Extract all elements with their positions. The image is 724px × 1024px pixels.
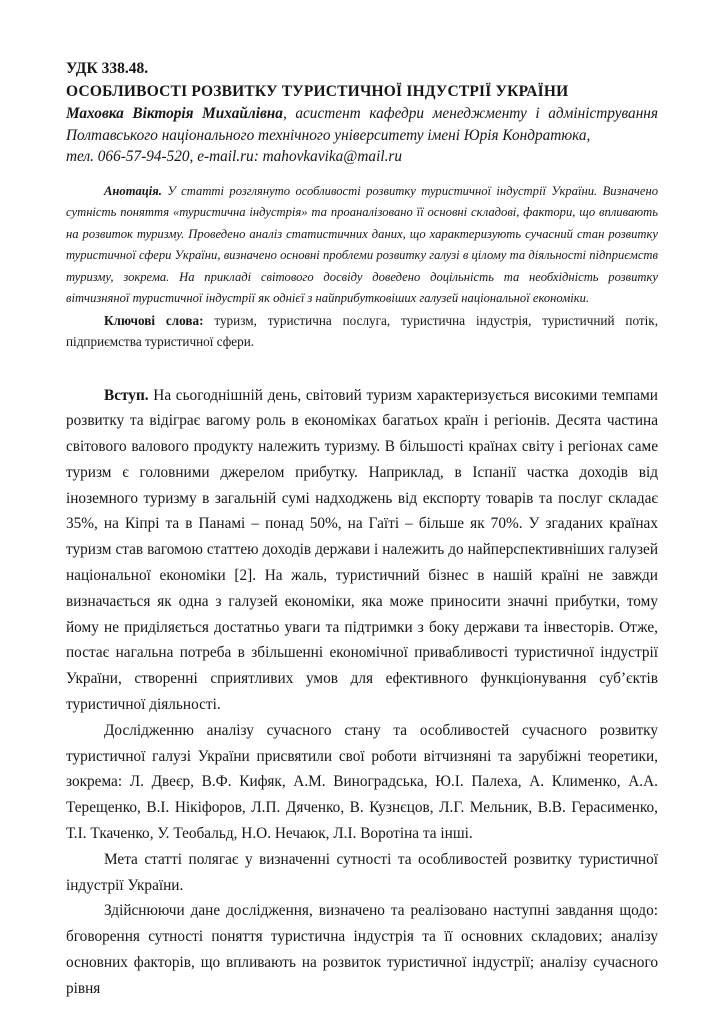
author-affiliation: , асистент кафедри менеджменту і адміністрування Полтавського національного технічного університету імені Юрія Кондратюка, [66, 105, 658, 144]
intro-lead-word: Вступ. [104, 386, 149, 404]
literature-review-paragraph: Дослідженню аналізу сучасного стану та особливостей сучасного розвитку туристичної галузі України присвятили свої роботи вітчизняні та зарубіжні теоретики, зокрема: Л. Двеєр, В.Ф. Кифяк, А.М. Виноградська, Ю.І. Палеха, А. Клименко, А.А. Терещенко, В.І. Нікіфоров, Л.П. Дяченко, В. Кузнєцов, Л.Г. Мельник, В.В. Герасименко, Т.І. Ткаченко, У. Теобальд, Н.О. Нечаюк, Л.І. Воротіна та інші. [66, 721, 658, 843]
tasks-paragraph: Здійснюючи дане дослідження, визначено та реалізовано наступні завдання щодо: бговорення сутності поняття туристична індустрія та її основних складових; аналізу основних факторів, що впливають на розвиток туристичної індустрії; аналізу сучасного рівня [66, 902, 658, 997]
keywords-label: Ключові слова: [104, 312, 204, 328]
abstract-paragraph [66, 181, 658, 310]
keywords-text: туризм, туристична послуга, туристична індустрія, туристичний потік, підприємства туристичної сфери. [66, 312, 658, 349]
intro-text: На сьогоднішній день, світовий туризм характеризується високими темпами розвитку та відіграє вагому роль в економіках багатьох країн і регіонів. Десята частина світового валового продукту належить туризму. В більшості країнах світу і регіонах саме туризм є головними джерелом прибутку. Наприклад, в Іспанії частка доходів від іноземного туризму в загальній сумі надходжень від експорту товарів та послуг складає 35%, на Кіпрі та в Панамі – понад 50%, на Гаїті – більше як 70%. У згаданих країнах туризм став вагомою статтею доходів держави і належить до найперспективніших галузей національної економіки [2]. На жаль, туристичний бізнес в нашій країні не завжди визначається як одна з галузей економіки, яка може приносити значні прибутки, тому йому не приділяється достатньо уваги та підтримки з боку держави та інвесторів. Отже, постає нагальна потреба в збільшенні економічної привабливості туристичної індустрії України, створенні сприятливих умов для ефективного функціонування суб’єктів туристичної діяльності. [66, 386, 658, 714]
article-title: ОСОБЛИВОСТІ РОЗВИТКУ ТУРИСТИЧНОЇ ІНДУСТРІЇ УКРАЇНИ [66, 83, 569, 100]
goal-paragraph: Мета статті полягає у визначенні сутності та особливостей розвитку туристичної індустрії України. [66, 850, 658, 894]
author-block [66, 103, 658, 168]
page-content [66, 58, 658, 1002]
author-name: Маховка Вікторія Михайлівна [66, 105, 283, 122]
keywords-paragraph [66, 310, 658, 353]
udc-code: УДК 338.48. [66, 60, 149, 77]
intro-paragraph [66, 383, 658, 718]
abstract-text: У статті розглянуто особливості розвитку туристичної індустрії України. Визначено сутність поняття «туристична індустрія» та проаналізовано її основні складові, фактори, що впливають на розвиток туризму. Проведено аналіз статистичних даних, що характеризують сучасний стан розвитку туристичної сфери України, визначено основні проблеми розвитку галузі в цілому та діяльності підприємств туризму, зокрема. На прикладі світового досвіду доведено доцільність та необхідність розвитку вітчизняної туристичної індустрії як однієї з найприбутковіших галузей національної економіки. [66, 183, 658, 305]
abstract-label: Анотація. [104, 183, 162, 198]
article-body [66, 383, 658, 1002]
author-contact: тел. 066-57-94-520, e-mail.ru: mahovkavika@mail.ru [66, 148, 403, 165]
